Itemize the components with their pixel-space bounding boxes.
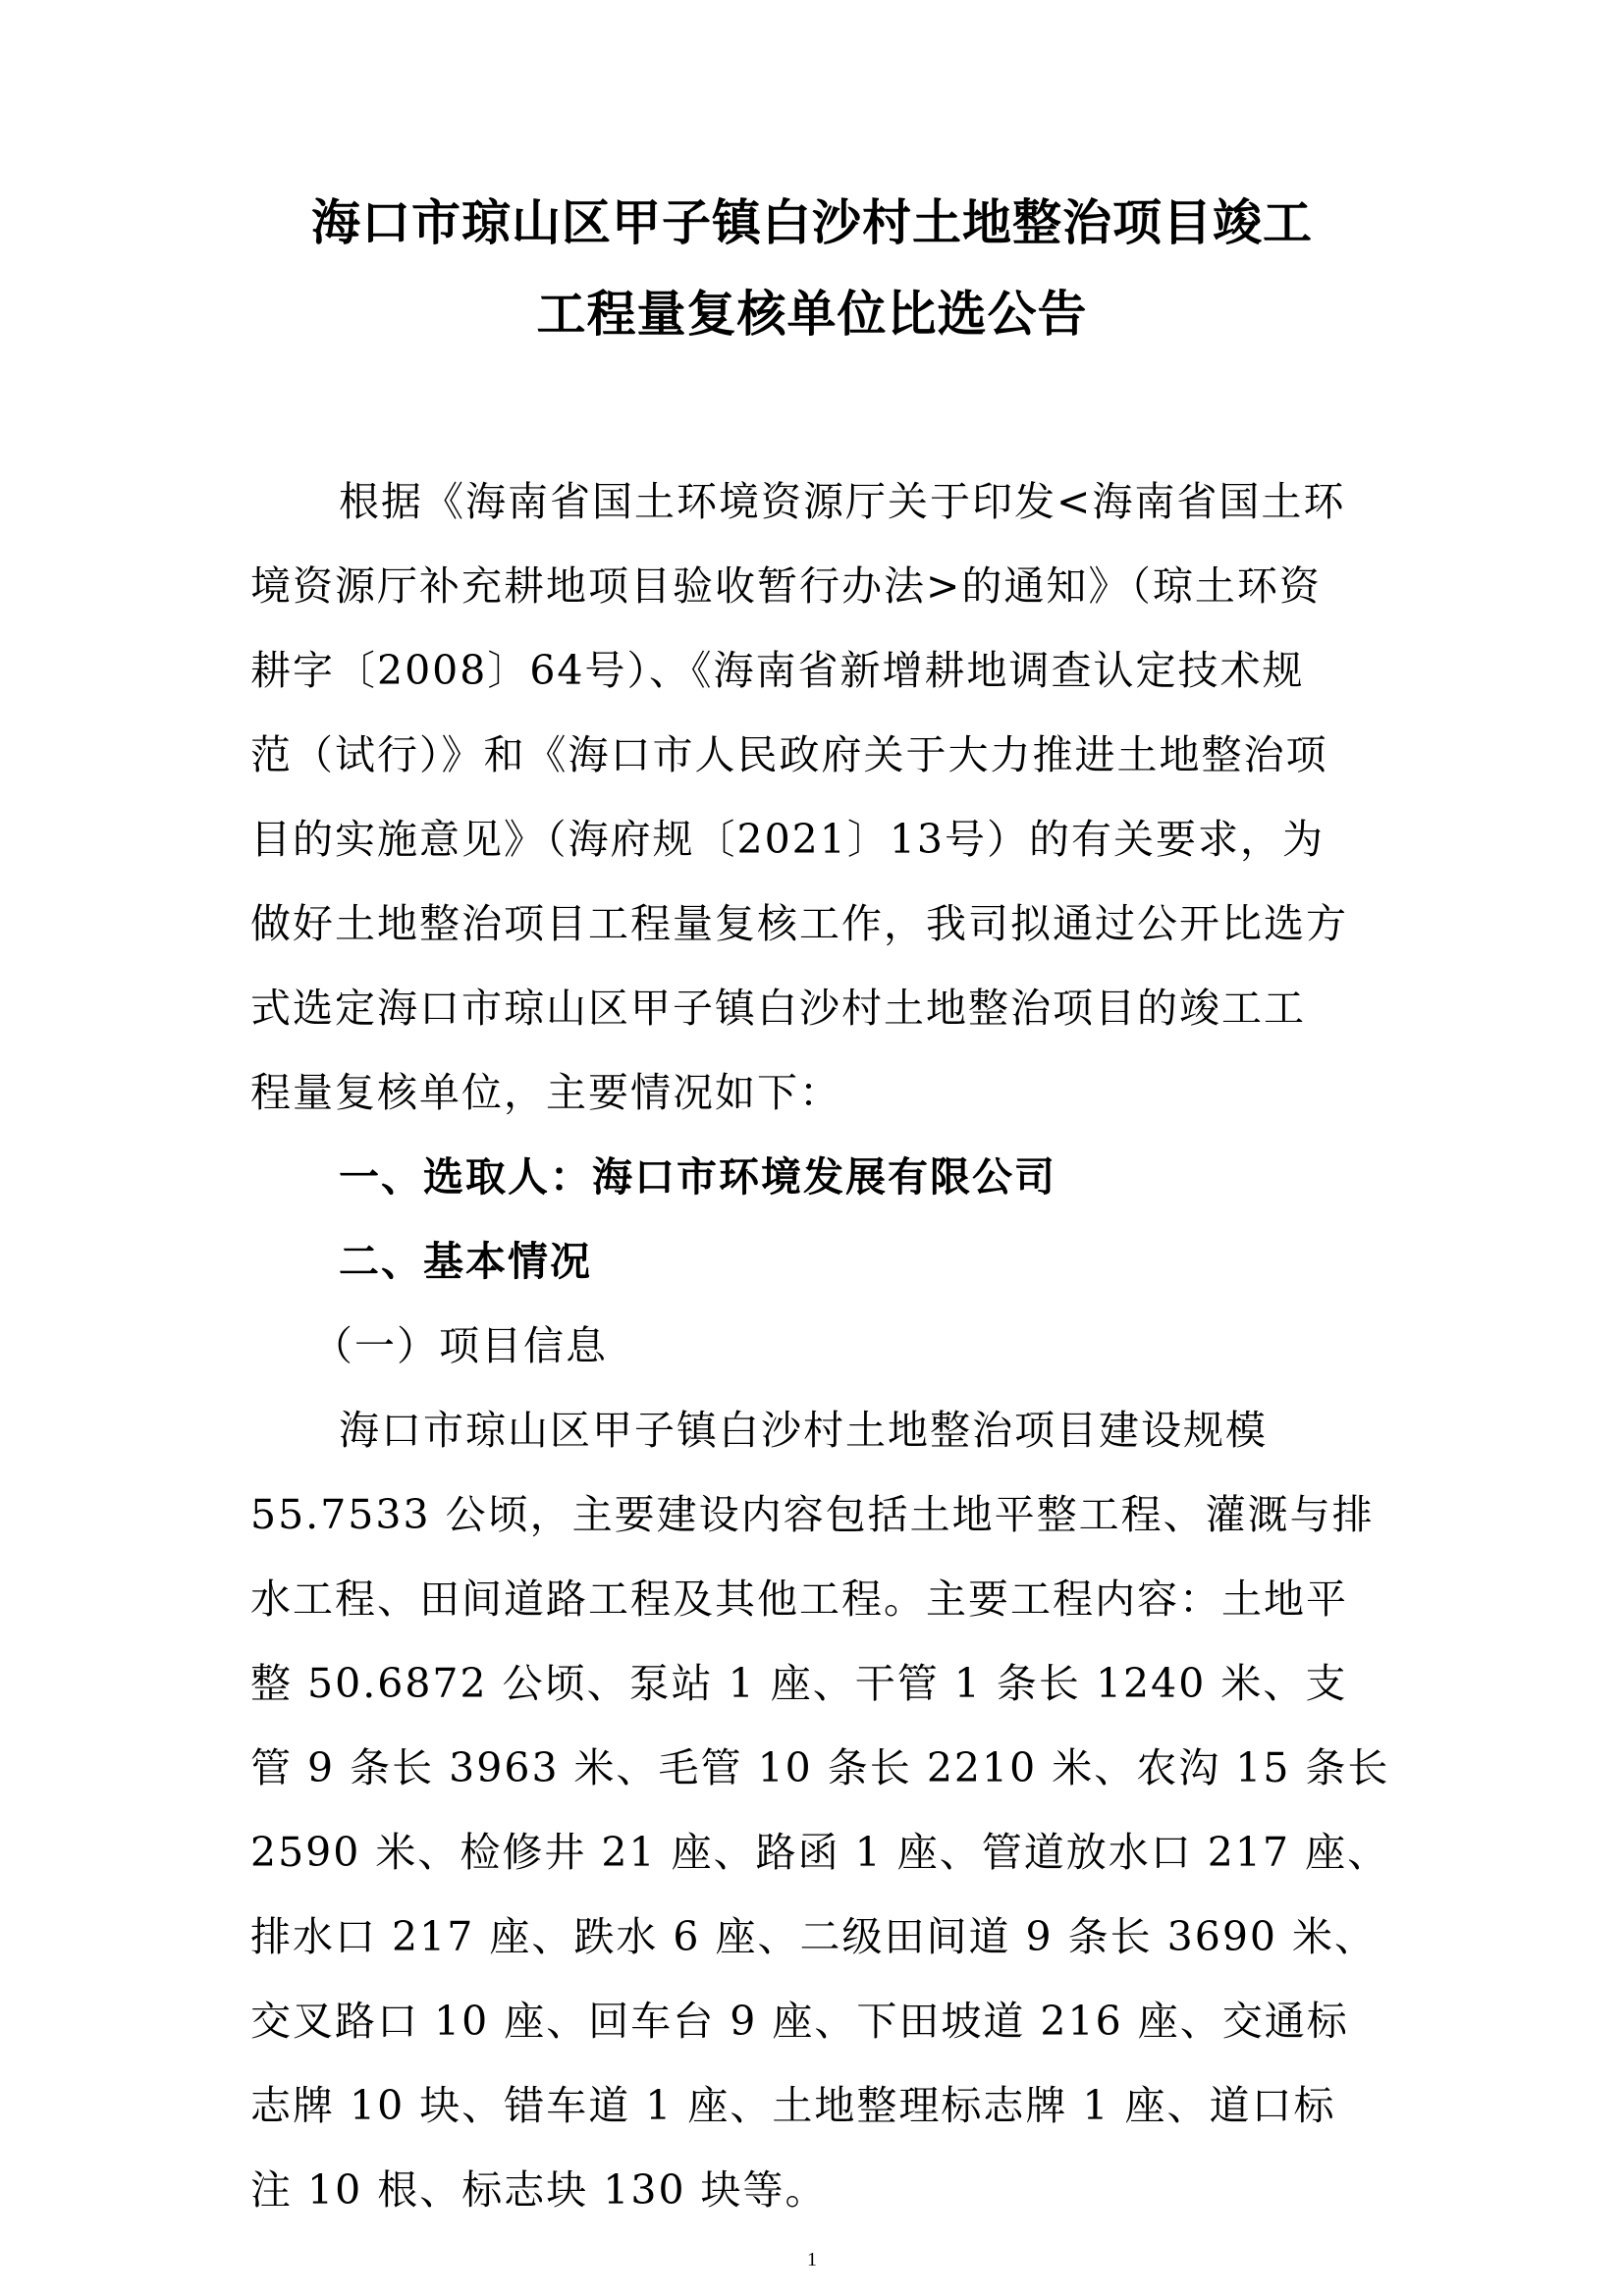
subsection-heading-project-info: （一）项目信息	[312, 1322, 608, 1369]
document-title-line-2: 工程量复核单位比选公告	[536, 286, 1088, 343]
intro-paragraph-line: 范（试行）》和《海口市人民政府关于大力推进土地整治项	[250, 731, 1328, 778]
project-paragraph-line: 志牌 10 块、错车道 1 座、土地整理标志牌 1 座、道口标	[250, 2082, 1336, 2129]
project-paragraph-line: 管 9 条长 3963 米、毛管 10 条长 2210 米、农沟 15 条长	[250, 1744, 1390, 1791]
intro-paragraph-line: 耕字〔2008〕64号）、《海南省新增耕地调查认定技术规	[250, 647, 1305, 694]
page-number: 1	[807, 2249, 817, 2270]
project-paragraph-line: 整 50.6872 公顷、泵站 1 座、干管 1 条长 1240 米、支	[250, 1660, 1348, 1707]
project-paragraph-line: 2590 米、检修井 21 座、路函 1 座、管道放水口 217 座、	[250, 1829, 1390, 1876]
project-paragraph-line: 水工程、田间道路工程及其他工程。主要工程内容：土地平	[250, 1575, 1348, 1623]
project-paragraph-line: 注 10 根、标志块 130 块等。	[250, 2166, 828, 2214]
intro-paragraph-line: 根据《海南省国土环境资源厅关于印发<海南省国土环	[339, 478, 1346, 525]
intro-paragraph-line: 做好土地整治项目工程量复核工作，我司拟通过公开比选方	[250, 900, 1348, 947]
intro-paragraph-line: 境资源厅补充耕地项目验收暂行办法>的通知》（琼土环资	[250, 562, 1322, 610]
intro-paragraph-line: 程量复核单位，主要情况如下：	[250, 1069, 841, 1116]
section-heading-selector: 一、选取人：海口市环境发展有限公司	[339, 1153, 1056, 1201]
project-paragraph-line: 海口市琼山区甲子镇白沙村土地整治项目建设规模	[339, 1407, 1268, 1454]
section-heading-basic-info: 二、基本情况	[339, 1238, 592, 1285]
project-paragraph-line: 交叉路口 10 座、回车台 9 座、下田坡道 216 座、交通标	[250, 1998, 1349, 2045]
intro-paragraph-line: 目的实施意见》（海府规〔2021〕13号）的有关要求，为	[250, 816, 1326, 863]
project-paragraph-line: 排水口 217 座、跌水 6 座、二级田间道 9 条长 3690 米、	[250, 1913, 1378, 1960]
project-paragraph-line: 55.7533 公顷，主要建设内容包括土地平整工程、灌溉与排	[250, 1491, 1375, 1538]
intro-paragraph-line: 式选定海口市琼山区甲子镇白沙村土地整治项目的竣工工	[250, 985, 1306, 1032]
document-title-line-1: 海口市琼山区甲子镇白沙村土地整治项目竣工	[311, 194, 1313, 251]
